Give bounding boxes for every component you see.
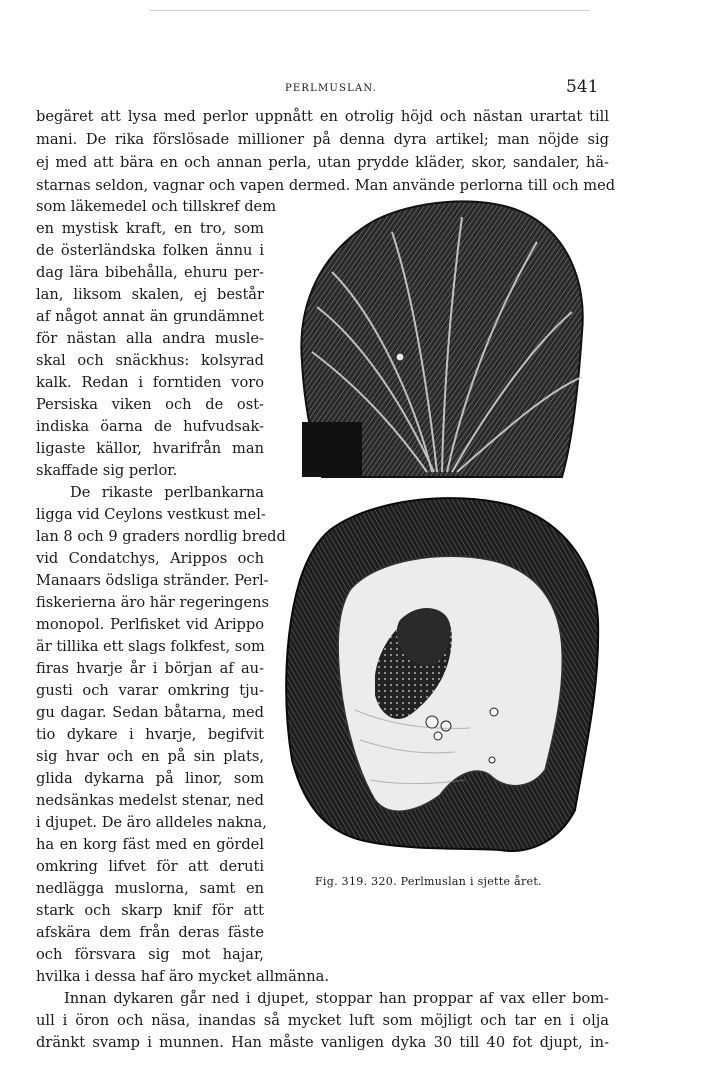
text-line: dränkt svamp i munnen. Han måste vanligen dyka 30 till 40 fot djupt, in-	[36, 1034, 609, 1051]
text-line: afskära dem från deras fäste	[36, 924, 264, 941]
text-line: nedsänkas medelst stenar, ned	[36, 792, 264, 809]
text-line: dag lära bibehålla, ehuru per-	[36, 264, 264, 281]
text-line: ligaste källor, hvarifrån man	[36, 440, 264, 457]
text-line: ha en korg fäst med en gördel	[36, 836, 264, 853]
text-line: som läkemedel och tillskref dem	[36, 198, 277, 215]
running-header: PERLMUSLAN.	[285, 83, 378, 94]
text-line: ligga vid Ceylons vestkust mel-	[36, 506, 266, 523]
text-line: af något annat än grundämnet	[36, 308, 264, 325]
text-line: skaffade sig perlor.	[36, 462, 178, 479]
text-line: stark och skarp knif för att	[36, 902, 264, 919]
text-line: i djupet. De äro alldeles nakna,	[36, 814, 267, 831]
shell-exterior-engraving	[292, 192, 592, 480]
text-line: lan, liksom skalen, ej består	[36, 286, 264, 303]
text-line: Persiska viken och de ost-	[36, 396, 264, 413]
text-line: en mystisk kraft, en tro, som	[36, 220, 264, 237]
top-edge-rule	[150, 10, 590, 11]
text-line: lan 8 och 9 graders nordlig bredd	[36, 528, 286, 545]
text-line: de österländska folken ännu i	[36, 242, 264, 259]
text-line: gusti och varar omkring tju-	[36, 682, 264, 699]
text-line: ull i öron och näsa, inandas så mycket luft som möjligt och tar en i olja	[36, 1012, 609, 1029]
text-line: kalk. Redan i forntiden voro	[36, 374, 264, 391]
text-line: skal och snäckhus: kolsyrad	[36, 352, 264, 369]
text-line: De rikaste perlbankarna	[70, 484, 264, 501]
text-line: Manaars ödsliga stränder. Perl-	[36, 572, 269, 589]
text-line: Innan dykaren går ned i djupet, stoppar han proppar af vax eller bom-	[64, 990, 609, 1007]
text-line: för nästan alla andra musle-	[36, 330, 264, 347]
text-line: gu dagar. Sedan båtarna, med	[36, 704, 264, 721]
text-line: firas hvarje år i början af au-	[36, 660, 264, 677]
figure-caption: Fig. 319. 320. Perlmuslan i sjette året.	[315, 875, 542, 888]
text-line: monopol. Perlfisket vid Arippo	[36, 616, 264, 633]
text-line: indiska öarna de hufvudsak-	[36, 418, 264, 435]
page-number: 541	[566, 77, 599, 97]
text-line: glida dykarna på linor, som	[36, 770, 264, 787]
text-line: ej med att bära en och annan perla, utan prydde kläder, skor, sandaler, hä-	[36, 154, 609, 171]
text-line: nedlägga muslorna, samt en	[36, 880, 264, 897]
text-line: och försvara sig mot hajar,	[36, 946, 264, 963]
shell-interior-engraving	[280, 490, 600, 862]
text-line: sig hvar och en på sin plats,	[36, 748, 264, 765]
text-line: omkring lifvet för att deruti	[36, 858, 264, 875]
text-line: mani. De rika förslösade millioner på denna dyra artikel; man nöjde sig	[36, 131, 609, 148]
text-line: begäret att lysa med perlor uppnått en otrolig höjd och nästan urartat till	[36, 108, 609, 125]
text-line: vid Condatchys, Arippos och	[36, 550, 264, 567]
text-line: starnas seldon, vagnar och vapen dermed. Man använde perlorna till och med	[36, 177, 616, 194]
text-line: tio dykare i hvarje, begifvit	[36, 726, 264, 743]
text-line: är tillika ett slags folkfest, som	[36, 638, 265, 655]
text-line: fiskerierna äro här regeringens	[36, 594, 270, 611]
text-line: hvilka i dessa haf äro mycket allmänna.	[36, 968, 329, 985]
